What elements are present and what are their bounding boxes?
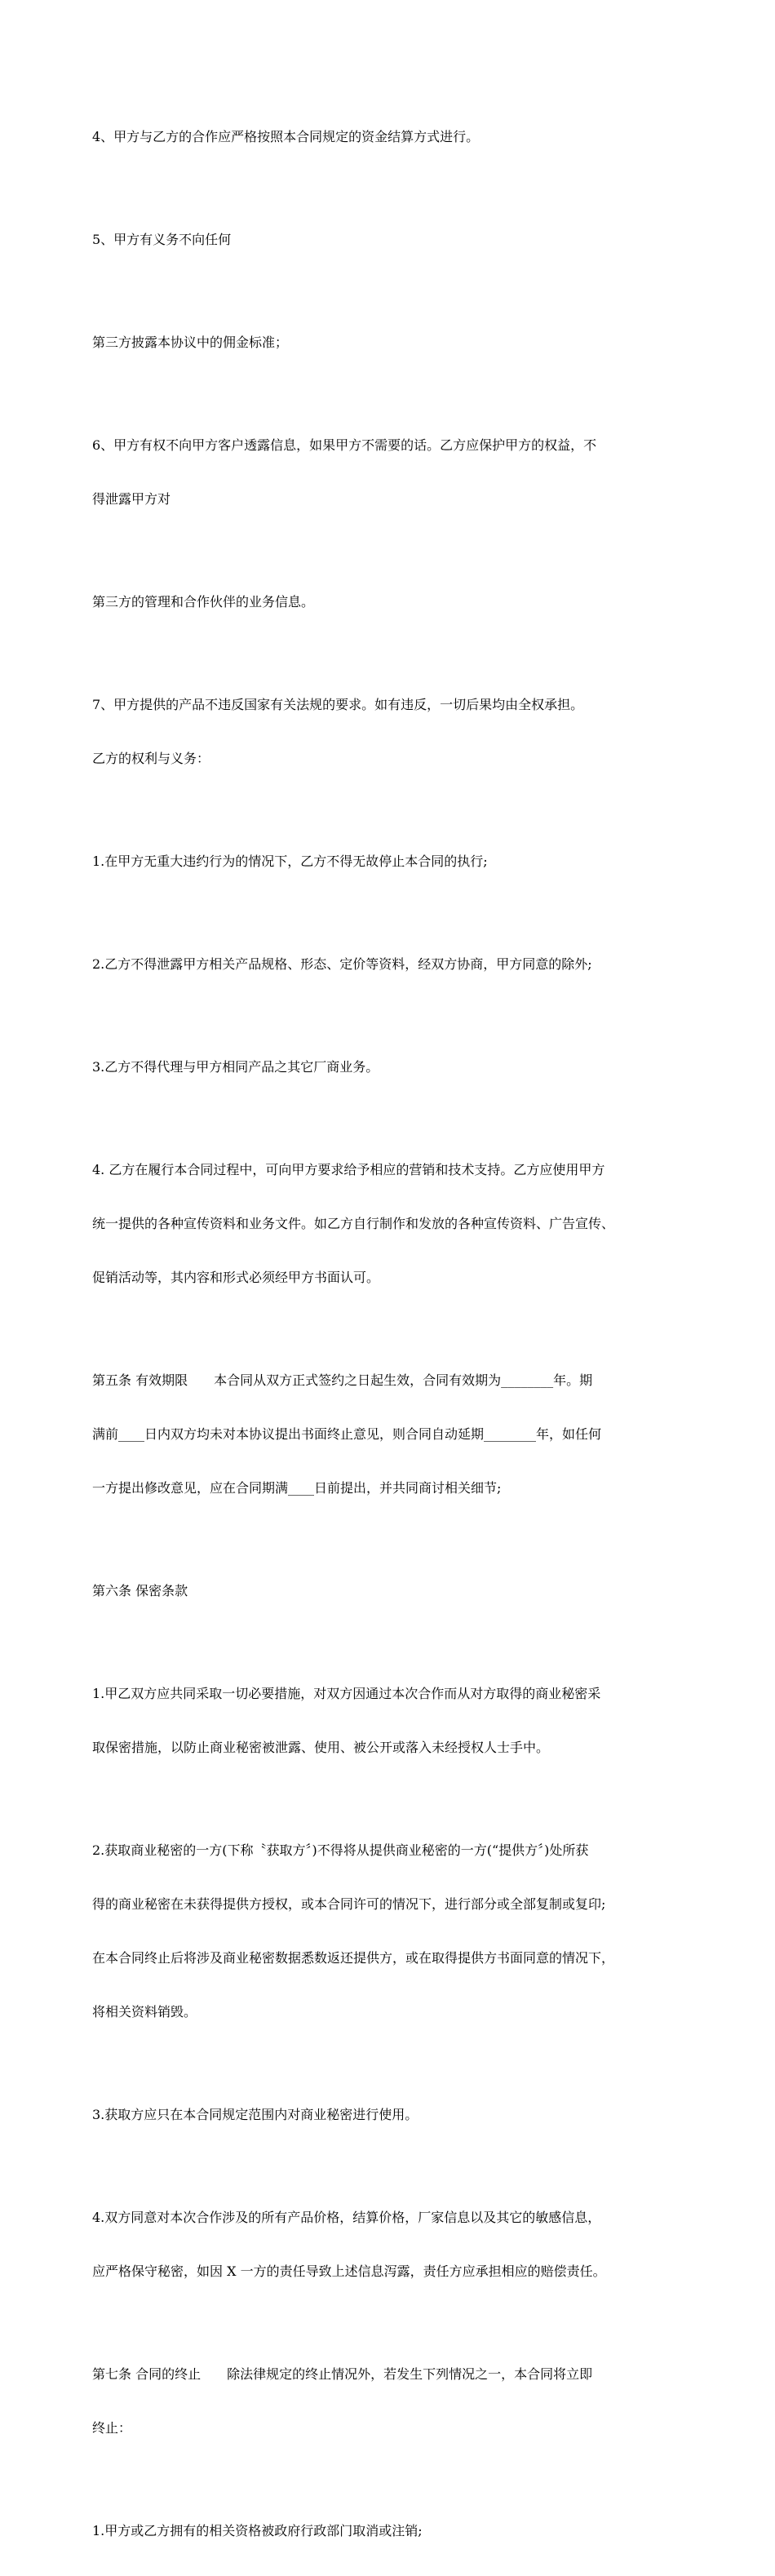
text-line: 1.甲乙双方应共同采取一切必要措施，对双方因通过本次合作而从对方取得的商业秘密采 [92, 1686, 601, 1701]
clause-b4 [92, 1125, 684, 1323]
text-line: 2.获取商业秘密的一方(下称〝获取方〞)不得将从提供商业秘密的一方(“提供方〞)处所获 [92, 1842, 589, 1858]
text-line: 4.双方同意对本次合作涉及的所有产品价格，结算价格，厂家信息以及其它的敏感信息， [92, 2210, 601, 2225]
document-page [92, 92, 684, 2576]
termination-1 [92, 2486, 684, 2576]
clause-b3 [92, 1022, 684, 1112]
text-line: 5、甲方有义务不向任何 [92, 232, 232, 247]
confidentiality-2 [92, 1806, 684, 2057]
text-line: 1.甲方或乙方拥有的相关资格被政府行政部门取消或注销; [92, 2523, 423, 2538]
text-line: 统一提供的各种宣传资料和业务文件。如乙方自行制作和发放的各种宣传资料、广告宣传、 [92, 1216, 615, 1231]
article-6-heading [92, 1546, 684, 1636]
clause-a6-rights [92, 401, 684, 544]
text-line: 应严格保守秘密，如因 X 一方的责任导致上述信息泻露，责任方应承担相应的赔偿责任。 [92, 2263, 606, 2279]
confidentiality-1 [92, 1649, 684, 1793]
clause-a4-settlement [92, 92, 684, 182]
clause-a7-compliance [92, 660, 684, 804]
confidentiality-4 [92, 2173, 684, 2317]
text-line: 3.获取方应只在本合同规定范围内对商业秘密进行使用。 [92, 2107, 418, 2122]
text-line: 得的商业秘密在未获得提供方授权，或本合同许可的情况下，进行部分或全部复制或复印; [92, 1896, 606, 1912]
text-line: 4、甲方与乙方的合作应严格按照本合同规定的资金结算方式进行。 [92, 129, 480, 144]
clause-b1 [92, 817, 684, 907]
text-line: 第三方的管理和合作伙伴的业务信息。 [92, 594, 315, 610]
text-line: 第三方披露本协议中的佣金标准； [92, 335, 289, 350]
text-line: 3.乙方不得代理与甲方相同产品之其它厂商业务。 [92, 1059, 379, 1075]
article-5-term [92, 1336, 684, 1533]
clause-a6-continued [92, 557, 684, 647]
text-line: 4. 乙方在履行本合同过程中，可向甲方要求给予相应的营销和技术支持。乙方应使用甲方 [92, 1162, 605, 1177]
section-heading: 乙方的权利与义务： [92, 751, 210, 766]
text-line: 满前____日内双方均未对本协议提出书面终止意见，则合同自动延期________年，如任何 [92, 1426, 602, 1442]
text-line: 7、甲方提供的产品不违反国家有关法规的要求。如有违反，一切后果均由全权承担。 [92, 697, 584, 712]
clause-a5-obligation [92, 195, 684, 285]
text-line: 促销活动等，其内容和形式必须经甲方书面认可。 [92, 1270, 380, 1285]
text-line: 2.乙方不得泄露甲方相关产品规格、形态、定价等资料，经双方协商，甲方同意的除外; [92, 956, 592, 972]
text-line: 取保密措施，以防止商业秘密被泄露、使用、被公开或落入未经授权人士手中。 [92, 1740, 550, 1755]
clause-a5-continued [92, 298, 684, 388]
text-line: 在本合同终止后将涉及商业秘密数据悉数返还提供方，或在取得提供方书面同意的情况下， [92, 1950, 615, 1966]
confidentiality-3 [92, 2070, 684, 2160]
text-line: 6、甲方有权不向甲方客户透露信息，如果甲方不需要的话。乙方应保护甲方的权益，不 [92, 437, 597, 453]
text-line: 得泄露甲方对 [92, 491, 171, 507]
text-line: 第五条 有效期限 本合同从双方正式签约之日起生效，合同有效期为________年。期 [92, 1372, 593, 1388]
clause-b2 [92, 920, 684, 1009]
text-line: 第七条 合同的终止 除法律规定的终止情况外，若发生下列情况之一，本合同将立即 [92, 2366, 593, 2382]
text-line: 1.在甲方无重大违约行为的情况下，乙方不得无故停止本合同的执行; [92, 853, 488, 869]
text-line: 将相关资料销毁。 [92, 2004, 197, 2020]
text-line: 终止： [92, 2420, 132, 2436]
text-line: 一方提出修改意见，应在合同期满____日前提出，并共同商讨相关细节; [92, 1480, 502, 1496]
article-7-termination [92, 2330, 684, 2473]
section-heading: 第六条 保密条款 [92, 1583, 188, 1598]
